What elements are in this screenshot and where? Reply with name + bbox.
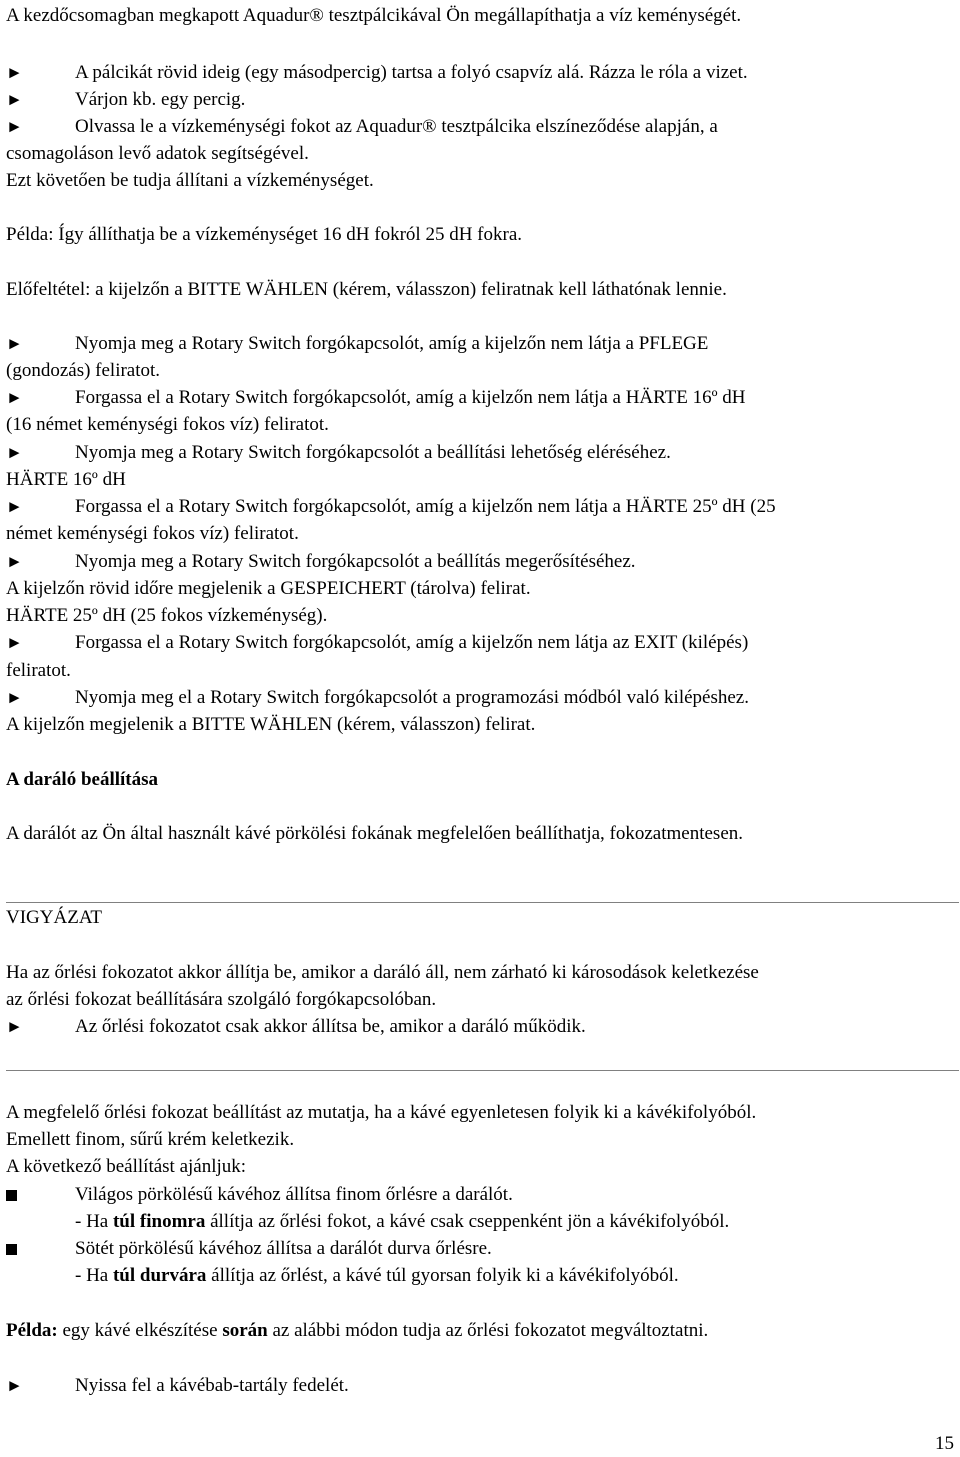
bullet-arrow-icon: ►	[6, 552, 23, 571]
bullet-arrow-icon: ►	[6, 63, 23, 82]
square-bullet-icon	[6, 1235, 17, 1263]
square-bullet-icon	[6, 1181, 17, 1209]
step-text: Nyomja meg a Rotary Switch forgókapcsolót, amíg a kijelzőn nem látja a PFLEGE	[75, 333, 709, 354]
recommendation-text: Világos pörkölésű kávéhoz állítsa finom őrlésre a darálót.	[75, 1184, 513, 1205]
info-text: Ezt követően be tudja állítani a vízkeménységet.	[6, 170, 374, 191]
intro-text: A kezdőcsomagban megkapott Aquadur® tesztpálcikával Ön megállapíthatja a víz keménységét.	[6, 5, 742, 26]
info-text: A megfelelő őrlési fokozat beállítást az mutatja, ha a kávé egyenletesen folyik ki a kávékifolyóból.	[6, 1102, 757, 1123]
step-text: Olvassa le a vízkeménységi fokot az Aquadur® tesztpálcika elszíneződése alapján, a	[75, 116, 718, 137]
step-text-continued: feliratot.	[6, 660, 71, 681]
display-text: HÄRTE 16º dH	[6, 469, 126, 490]
step-text: Nyomja meg el a Rotary Switch forgókapcsolót a programozási módból való kilépéshez.	[75, 687, 749, 708]
recommendation-note: - Ha túl finomra állítja az őrlési fokot, a kávé csak cseppenként jön a kávékifolyóból.	[75, 1211, 730, 1232]
page-number: 15	[935, 1433, 954, 1454]
recommendation-note: - Ha túl durvára állítja az őrlést, a kávé túl gyorsan folyik ki a kávékifolyóból.	[75, 1265, 679, 1286]
bullet-arrow-icon: ►	[6, 334, 23, 353]
info-text: Emellett finom, sűrű krém keletkezik.	[6, 1129, 295, 1150]
recommendation-text: Sötét pörkölésű kávéhoz állítsa a darálót durva őrlésre.	[75, 1238, 492, 1259]
step-text: Forgassa el a Rotary Switch forgókapcsolót, amíg a kijelzőn nem látja a HÄRTE 25º dH (25	[75, 496, 776, 517]
precondition-text: Előfeltétel: a kijelzőn a BITTE WÄHLEN (kérem, válasszon) feliratnak kell láthatónak lennie.	[6, 279, 727, 300]
warning-text: az őrlési fokozat beállítására szolgáló forgókapcsolóban.	[6, 989, 437, 1010]
warning-title: VIGYÁZAT	[6, 907, 103, 928]
step-text: Várjon kb. egy percig.	[75, 89, 246, 110]
bullet-arrow-icon: ►	[6, 1376, 23, 1395]
bullet-arrow-icon: ►	[6, 1017, 23, 1036]
bullet-arrow-icon: ►	[6, 688, 23, 707]
warning-bullet: Az őrlési fokozatot csak akkor állítsa be, amikor a daráló működik.	[75, 1016, 586, 1037]
example-text: Példa: egy kávé elkészítése során az alábbi módon tudja az őrlési fokozatot megváltoztatni.	[6, 1320, 709, 1341]
step-text: Forgassa el a Rotary Switch forgókapcsolót, amíg a kijelzőn nem látja az EXIT (kilépés)	[75, 632, 749, 653]
grinder-text: A darálót az Ön által használt kávé pörkölési fokának megfelelően beállíthatja, fokozatmentesen.	[6, 823, 744, 844]
bullet-arrow-icon: ►	[6, 90, 23, 109]
bullet-arrow-icon: ►	[6, 633, 23, 652]
display-text: A kijelzőn rövid időre megjelenik a GESPEICHERT (tárolva) felirat.	[6, 578, 531, 599]
bullet-arrow-icon: ►	[6, 117, 23, 136]
step-text: Nyomja meg a Rotary Switch forgókapcsolót a beállítás megerősítéséhez.	[75, 551, 636, 572]
step-text: A pálcikát rövid ideig (egy másodpercig) tartsa a folyó csapvíz alá. Rázza le róla a vizet.	[75, 62, 748, 83]
step-text-continued: csomagoláson levő adatok segítségével.	[6, 143, 309, 164]
display-text: HÄRTE 25º dH (25 fokos vízkeménység).	[6, 605, 328, 626]
display-text: A kijelzőn megjelenik a BITTE WÄHLEN (kérem, válasszon) felirat.	[6, 714, 536, 735]
step-text: Nyomja meg a Rotary Switch forgókapcsolót a beállítási lehetőség eléréséhez.	[75, 442, 671, 463]
example-text: Példa: Így állíthatja be a vízkeménységet 16 dH fokról 25 dH fokra.	[6, 224, 523, 245]
step-text-continued: német keménységi fokos víz) feliratot.	[6, 523, 299, 544]
warning-text: Ha az őrlési fokozatot akkor állítja be, amikor a daráló áll, nem zárható ki károsodások keletkezése	[6, 962, 759, 983]
step-text-continued: (gondozás) feliratot.	[6, 360, 161, 381]
step-text: Nyissa fel a kávébab-tartály fedelét.	[75, 1375, 349, 1396]
info-text: A következő beállítást ajánljuk:	[6, 1156, 247, 1177]
step-text-continued: (16 német keménységi fokos víz) feliratot.	[6, 414, 329, 435]
divider	[6, 902, 959, 903]
bullet-arrow-icon: ►	[6, 497, 23, 516]
bullet-arrow-icon: ►	[6, 388, 23, 407]
section-heading: A daráló beállítása	[6, 769, 159, 790]
bullet-arrow-icon: ►	[6, 443, 23, 462]
divider	[6, 1070, 959, 1071]
step-text: Forgassa el a Rotary Switch forgókapcsolót, amíg a kijelzőn nem látja a HÄRTE 16º dH	[75, 387, 746, 408]
